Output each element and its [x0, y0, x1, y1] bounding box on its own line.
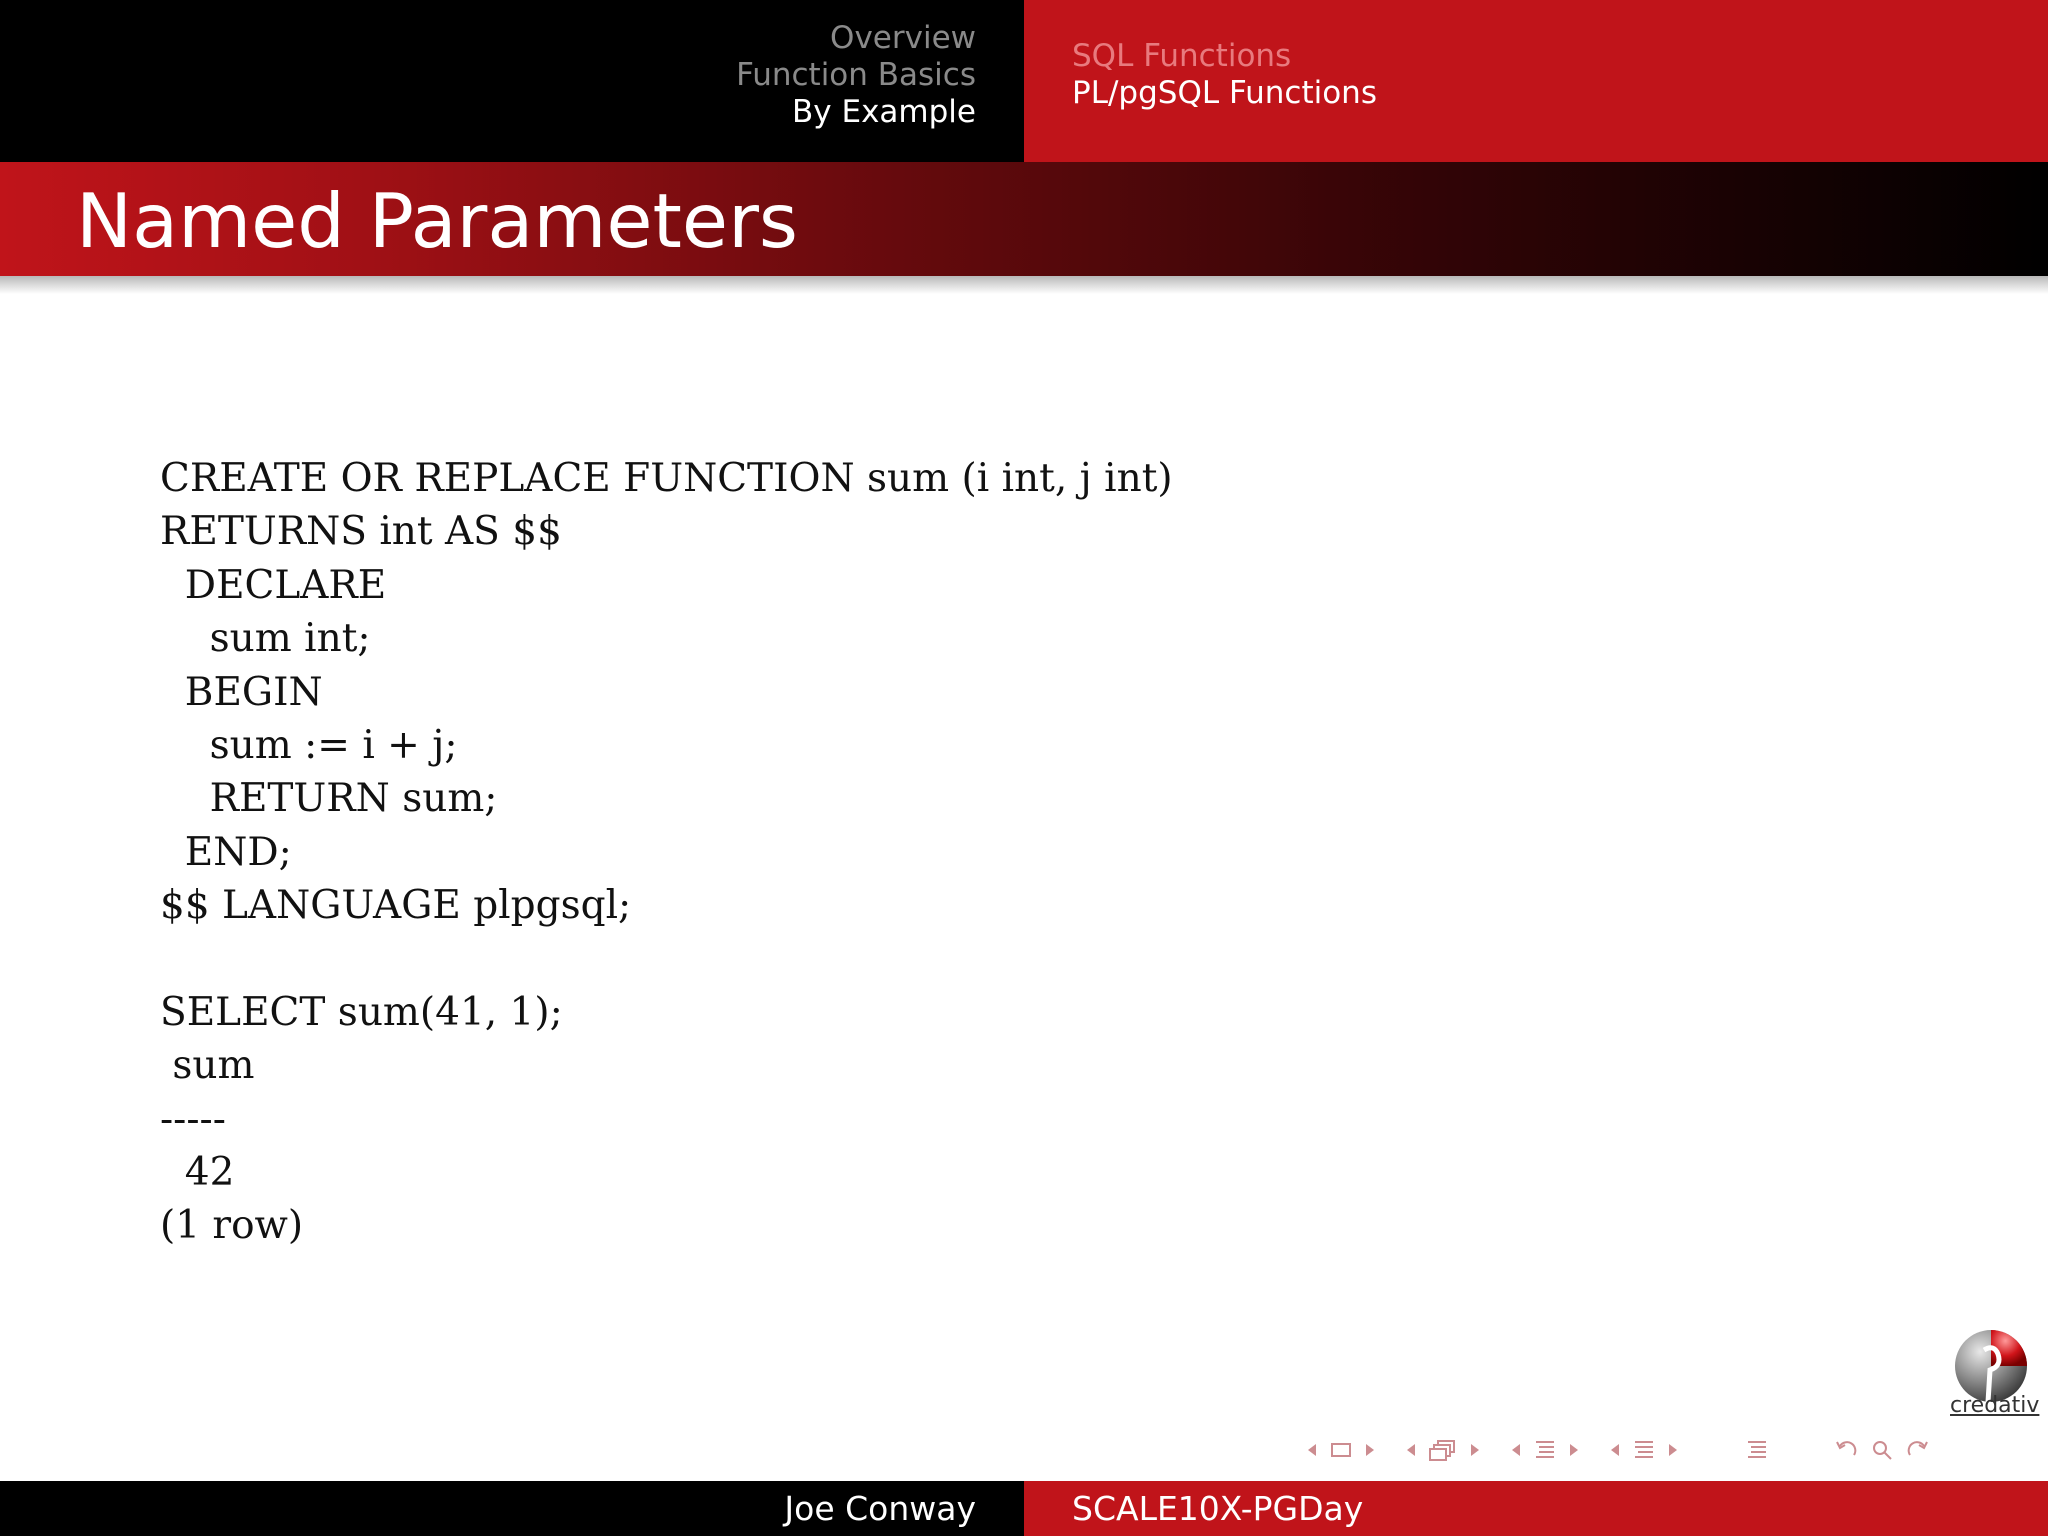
- logo-text: credativ: [1950, 1393, 2040, 1418]
- prev-slide-icon[interactable]: [1305, 1441, 1319, 1459]
- header-bar: [0, 0, 2048, 162]
- search-icon[interactable]: [1870, 1438, 1894, 1462]
- code-line: SELECT sum(41, 1);: [160, 989, 563, 1035]
- nav-subsection-sql-functions[interactable]: SQL Functions: [1072, 38, 1292, 74]
- next-frame-icon[interactable]: [1468, 1441, 1482, 1459]
- code-line: (1 row): [160, 1203, 304, 1249]
- code-line: CREATE OR REPLACE FUNCTION sum (i int, j int): [160, 456, 1173, 501]
- frame-icon[interactable]: [1428, 1438, 1458, 1462]
- code-line: [160, 933, 1173, 986]
- code-block: [160, 452, 1173, 1253]
- footer-event: SCALE10X-PGDay: [1072, 1489, 1364, 1528]
- code-line: sum := i + j;: [160, 722, 458, 768]
- section-icon[interactable]: [1632, 1438, 1656, 1462]
- prev-section-icon[interactable]: [1608, 1441, 1622, 1459]
- nav-subsection-plpgsql-functions[interactable]: PL/pgSQL Functions: [1072, 75, 1377, 111]
- footer-author: Joe Conway: [784, 1489, 976, 1528]
- code-line: END;: [160, 829, 292, 875]
- section-nav: [0, 0, 1024, 162]
- slide-title-bar: [0, 162, 2048, 276]
- title-shadow: [0, 276, 2048, 294]
- code-line: -----: [160, 1096, 226, 1142]
- next-section-icon[interactable]: [1666, 1441, 1680, 1459]
- code-line: DECLARE: [160, 562, 387, 608]
- next-slide-icon[interactable]: [1363, 1441, 1377, 1459]
- footer-bar: [0, 1481, 2048, 1536]
- nav-section-overview[interactable]: Overview: [830, 20, 976, 56]
- slide-title: Named Parameters: [76, 177, 798, 265]
- footer-author-panel: [0, 1481, 1024, 1536]
- prev-frame-icon[interactable]: [1404, 1441, 1418, 1459]
- code-line: BEGIN: [160, 669, 323, 715]
- slide-icon[interactable]: [1329, 1440, 1353, 1460]
- nav-section-by-example[interactable]: By Example: [792, 94, 976, 130]
- subsection-nav: [1024, 0, 2048, 162]
- prev-subsection-icon[interactable]: [1509, 1441, 1523, 1459]
- footer-event-panel: [1024, 1481, 2048, 1536]
- back-icon[interactable]: [1834, 1438, 1860, 1462]
- next-subsection-icon[interactable]: [1567, 1441, 1581, 1459]
- code-line: $$ LANGUAGE plpgsql;: [160, 883, 632, 929]
- document-outline-icon[interactable]: [1745, 1438, 1769, 1462]
- code-line: RETURNS int AS $$: [160, 509, 562, 555]
- code-line: sum int;: [160, 616, 371, 662]
- subsection-icon[interactable]: [1533, 1438, 1557, 1462]
- code-line: sum: [160, 1043, 255, 1089]
- beamer-navigation-bar: [1300, 1434, 1935, 1466]
- forward-icon[interactable]: [1904, 1438, 1930, 1462]
- code-line: RETURN sum;: [160, 776, 498, 822]
- nav-section-function-basics[interactable]: Function Basics: [736, 57, 976, 93]
- code-line: 42: [160, 1150, 235, 1196]
